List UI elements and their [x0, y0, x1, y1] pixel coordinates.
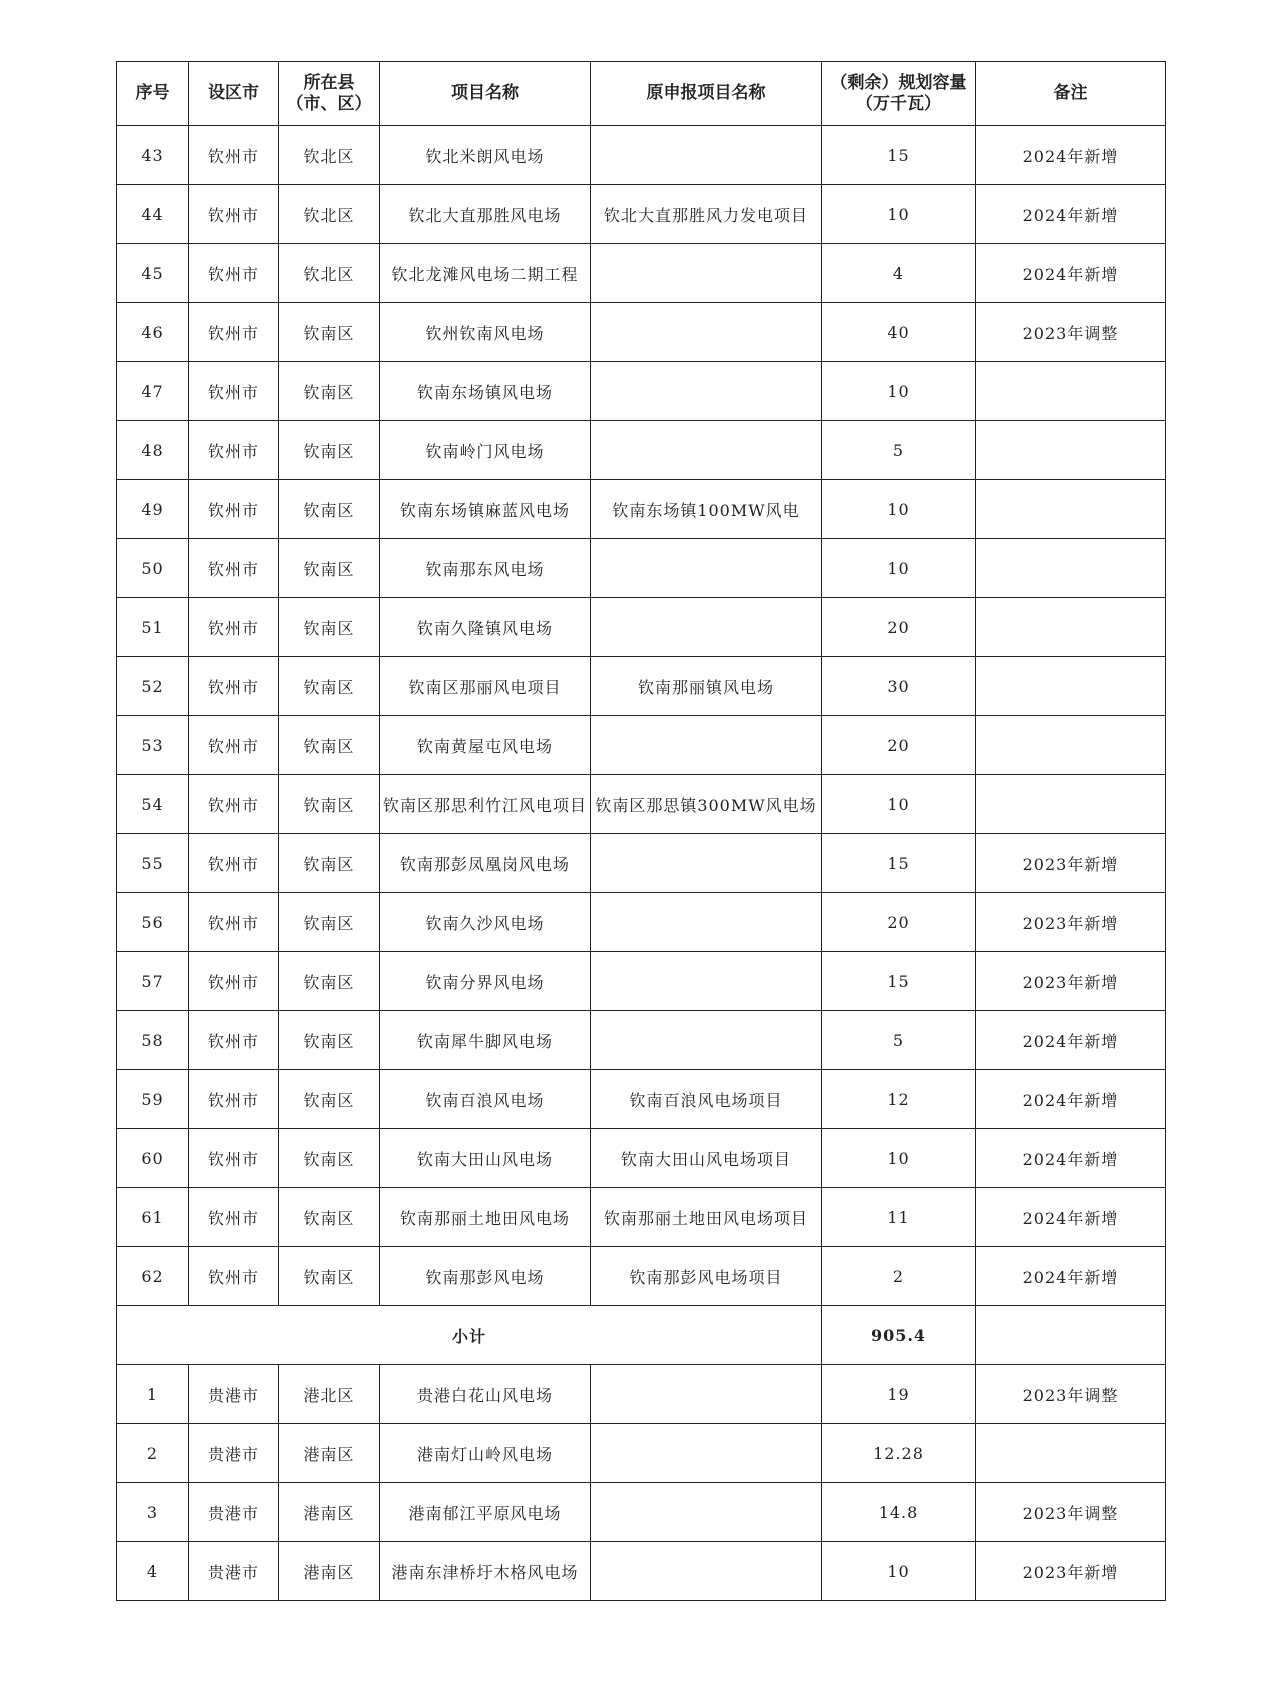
cell-seq: 55: [117, 834, 189, 893]
cell-capacity: 40: [822, 303, 976, 362]
table-row: [117, 1070, 1166, 1129]
cell-original: [591, 362, 822, 421]
cell-county: 钦南区: [279, 775, 380, 834]
cell-city: 钦州市: [189, 185, 279, 244]
cell-original: [591, 244, 822, 303]
cell-project: 钦南分界风电场: [380, 952, 591, 1011]
cell-project: 钦南大田山风电场: [380, 1129, 591, 1188]
cell-city: 钦州市: [189, 1070, 279, 1129]
cell-city: 钦州市: [189, 834, 279, 893]
cell-city: 钦州市: [189, 303, 279, 362]
header-original: 原申报项目名称: [591, 62, 822, 126]
cell-county: 钦南区: [279, 834, 380, 893]
cell-note: [976, 539, 1166, 598]
cell-county: 钦南区: [279, 952, 380, 1011]
cell-note: [976, 598, 1166, 657]
header-note: 备注: [976, 62, 1166, 126]
cell-project: 钦南岭门风电场: [380, 421, 591, 480]
cell-original: 钦南大田山风电场项目: [591, 1129, 822, 1188]
cell-note: [976, 362, 1166, 421]
cell-project: 钦南那丽土地田风电场: [380, 1188, 591, 1247]
cell-note: 2024年新增: [976, 1011, 1166, 1070]
cell-city: 钦州市: [189, 952, 279, 1011]
table-row: [117, 834, 1166, 893]
cell-county: 港南区: [279, 1424, 380, 1483]
cell-capacity: 5: [822, 1011, 976, 1070]
cell-seq: 62: [117, 1247, 189, 1306]
header-seq: 序号: [117, 62, 189, 126]
cell-city: 钦州市: [189, 539, 279, 598]
table-row: [117, 952, 1166, 1011]
cell-city: 钦州市: [189, 1188, 279, 1247]
cell-county: 钦南区: [279, 657, 380, 716]
cell-note: 2023年新增: [976, 952, 1166, 1011]
header-capacity-line2: （万千瓦）: [856, 93, 941, 114]
cell-capacity: 15: [822, 126, 976, 185]
cell-county: 钦南区: [279, 1188, 380, 1247]
cell-capacity: 15: [822, 834, 976, 893]
cell-capacity: 10: [822, 185, 976, 244]
cell-seq: 3: [117, 1483, 189, 1542]
cell-county: 钦北区: [279, 126, 380, 185]
cell-original: [591, 1365, 822, 1424]
cell-seq: 53: [117, 716, 189, 775]
cell-note: 2023年新增: [976, 893, 1166, 952]
cell-project: 港南灯山岭风电场: [380, 1424, 591, 1483]
cell-seq: 56: [117, 893, 189, 952]
cell-seq: 51: [117, 598, 189, 657]
cell-county: 港南区: [279, 1483, 380, 1542]
cell-county: 钦南区: [279, 1011, 380, 1070]
cell-original: [591, 834, 822, 893]
cell-seq: 61: [117, 1188, 189, 1247]
cell-original: 钦南东场镇100MW风电: [591, 480, 822, 539]
cell-project: 贵港白花山风电场: [380, 1365, 591, 1424]
cell-seq: 57: [117, 952, 189, 1011]
subtotal-label: 小计: [117, 1306, 822, 1365]
cell-note: 2024年新增: [976, 185, 1166, 244]
cell-note: [976, 1424, 1166, 1483]
table-row: [117, 185, 1166, 244]
cell-note: 2024年新增: [976, 1070, 1166, 1129]
cell-original: [591, 1542, 822, 1601]
subtotal-note: [976, 1306, 1166, 1365]
cell-city: 贵港市: [189, 1424, 279, 1483]
cell-original: [591, 303, 822, 362]
header-capacity: [822, 62, 976, 126]
cell-seq: 52: [117, 657, 189, 716]
table-row: [117, 1424, 1166, 1483]
cell-capacity: 19: [822, 1365, 976, 1424]
header-project: 项目名称: [380, 62, 591, 126]
cell-seq: 2: [117, 1424, 189, 1483]
table-row: [117, 598, 1166, 657]
cell-county: 钦南区: [279, 598, 380, 657]
cell-note: 2023年调整: [976, 1365, 1166, 1424]
cell-city: 钦州市: [189, 893, 279, 952]
cell-note: 2023年调整: [976, 303, 1166, 362]
cell-seq: 44: [117, 185, 189, 244]
cell-capacity: 20: [822, 716, 976, 775]
cell-city: 钦州市: [189, 716, 279, 775]
cell-county: 钦南区: [279, 1129, 380, 1188]
subtotal-row: [117, 1306, 1166, 1365]
cell-project: 钦南黄屋屯风电场: [380, 716, 591, 775]
table-row: [117, 1247, 1166, 1306]
cell-county: 钦北区: [279, 244, 380, 303]
cell-project: 钦州钦南风电场: [380, 303, 591, 362]
cell-original: [591, 893, 822, 952]
cell-city: 钦州市: [189, 598, 279, 657]
cell-capacity: 15: [822, 952, 976, 1011]
table-row: [117, 1129, 1166, 1188]
header-county-line1: 所在县: [303, 73, 355, 94]
table-row: [117, 716, 1166, 775]
cell-project: 钦南久隆镇风电场: [380, 598, 591, 657]
cell-original: [591, 716, 822, 775]
cell-capacity: 10: [822, 539, 976, 598]
subtotal-value: 905.4: [822, 1306, 976, 1365]
cell-project: 钦南区那丽风电项目: [380, 657, 591, 716]
cell-original: 钦南那丽土地田风电场项目: [591, 1188, 822, 1247]
cell-county: 钦南区: [279, 893, 380, 952]
cell-note: 2024年新增: [976, 244, 1166, 303]
cell-county: 港北区: [279, 1365, 380, 1424]
cell-project: 钦南东场镇麻蓝风电场: [380, 480, 591, 539]
cell-seq: 48: [117, 421, 189, 480]
cell-project: 钦北龙滩风电场二期工程: [380, 244, 591, 303]
table-row: [117, 539, 1166, 598]
cell-capacity: 11: [822, 1188, 976, 1247]
cell-original: 钦南百浪风电场项目: [591, 1070, 822, 1129]
table-row: [117, 362, 1166, 421]
cell-county: 钦北区: [279, 185, 380, 244]
cell-original: 钦南区那思镇300MW风电场: [591, 775, 822, 834]
cell-county: 钦南区: [279, 1070, 380, 1129]
cell-county: 钦南区: [279, 480, 380, 539]
cell-seq: 49: [117, 480, 189, 539]
cell-project: 钦南那东风电场: [380, 539, 591, 598]
table-row: [117, 657, 1166, 716]
cell-capacity: 12.28: [822, 1424, 976, 1483]
header-row: [117, 62, 1166, 126]
cell-seq: 46: [117, 303, 189, 362]
cell-seq: 43: [117, 126, 189, 185]
cell-note: 2023年调整: [976, 1483, 1166, 1542]
cell-city: 钦州市: [189, 1129, 279, 1188]
table-row: [117, 303, 1166, 362]
cell-county: 钦南区: [279, 303, 380, 362]
header-county-line2: （市、区）: [286, 93, 372, 114]
cell-original: [591, 1483, 822, 1542]
cell-capacity: 30: [822, 657, 976, 716]
cell-note: [976, 480, 1166, 539]
table-row: [117, 893, 1166, 952]
cell-seq: 45: [117, 244, 189, 303]
cell-county: 钦南区: [279, 1247, 380, 1306]
cell-city: 钦州市: [189, 657, 279, 716]
cell-capacity: 5: [822, 421, 976, 480]
cell-note: [976, 716, 1166, 775]
guigang-rows: [117, 1365, 1166, 1601]
cell-original: 钦北大直那胜风力发电项目: [591, 185, 822, 244]
cell-seq: 58: [117, 1011, 189, 1070]
cell-seq: 54: [117, 775, 189, 834]
cell-note: 2024年新增: [976, 1188, 1166, 1247]
cell-capacity: 14.8: [822, 1483, 976, 1542]
cell-project: 钦南百浪风电场: [380, 1070, 591, 1129]
header-county: [279, 62, 380, 126]
cell-seq: 60: [117, 1129, 189, 1188]
cell-project: 钦南区那思利竹江风电项目: [380, 775, 591, 834]
cell-original: [591, 1424, 822, 1483]
cell-note: [976, 421, 1166, 480]
cell-project: 钦北大直那胜风电场: [380, 185, 591, 244]
cell-city: 钦州市: [189, 1247, 279, 1306]
table-row: [117, 126, 1166, 185]
cell-note: 2024年新增: [976, 1247, 1166, 1306]
cell-county: 港南区: [279, 1542, 380, 1601]
cell-city: 贵港市: [189, 1483, 279, 1542]
cell-capacity: 10: [822, 480, 976, 539]
cell-original: [591, 952, 822, 1011]
cell-project: 钦北米朗风电场: [380, 126, 591, 185]
cell-capacity: 10: [822, 1542, 976, 1601]
cell-capacity: 2: [822, 1247, 976, 1306]
cell-note: 2024年新增: [976, 1129, 1166, 1188]
header-capacity-line1: （剩余）规划容量: [830, 73, 967, 94]
cell-project: 港南郁江平原风电场: [380, 1483, 591, 1542]
cell-note: 2023年新增: [976, 834, 1166, 893]
cell-note: [976, 775, 1166, 834]
cell-capacity: 10: [822, 1129, 976, 1188]
cell-note: [976, 657, 1166, 716]
cell-city: 钦州市: [189, 362, 279, 421]
cell-original: [591, 598, 822, 657]
table-row: [117, 1011, 1166, 1070]
cell-project: 港南东津桥圩木格风电场: [380, 1542, 591, 1601]
cell-city: 钦州市: [189, 244, 279, 303]
cell-project: 钦南久沙风电场: [380, 893, 591, 952]
cell-project: 钦南东场镇风电场: [380, 362, 591, 421]
cell-city: 钦州市: [189, 1011, 279, 1070]
project-table: [116, 61, 1166, 1601]
cell-project: 钦南犀牛脚风电场: [380, 1011, 591, 1070]
qinzhou-rows: [117, 126, 1166, 1306]
cell-capacity: 10: [822, 362, 976, 421]
cell-original: [591, 539, 822, 598]
cell-county: 钦南区: [279, 716, 380, 775]
cell-county: 钦南区: [279, 362, 380, 421]
cell-original: [591, 421, 822, 480]
cell-county: 钦南区: [279, 421, 380, 480]
cell-city: 钦州市: [189, 126, 279, 185]
table-row: [117, 480, 1166, 539]
cell-capacity: 20: [822, 893, 976, 952]
cell-county: 钦南区: [279, 539, 380, 598]
table-row: [117, 1188, 1166, 1247]
cell-seq: 59: [117, 1070, 189, 1129]
cell-city: 钦州市: [189, 775, 279, 834]
cell-capacity: 20: [822, 598, 976, 657]
cell-original: 钦南那彭风电场项目: [591, 1247, 822, 1306]
table-row: [117, 1365, 1166, 1424]
cell-note: 2024年新增: [976, 126, 1166, 185]
cell-capacity: 12: [822, 1070, 976, 1129]
cell-city: 贵港市: [189, 1365, 279, 1424]
cell-project: 钦南那彭风电场: [380, 1247, 591, 1306]
table-row: [117, 244, 1166, 303]
cell-city: 钦州市: [189, 480, 279, 539]
cell-city: 钦州市: [189, 421, 279, 480]
table-row: [117, 1542, 1166, 1601]
cell-seq: 1: [117, 1365, 189, 1424]
cell-seq: 50: [117, 539, 189, 598]
cell-capacity: 10: [822, 775, 976, 834]
cell-city: 贵港市: [189, 1542, 279, 1601]
cell-seq: 47: [117, 362, 189, 421]
cell-original: [591, 1011, 822, 1070]
table-row: [117, 1483, 1166, 1542]
cell-capacity: 4: [822, 244, 976, 303]
cell-original: 钦南那丽镇风电场: [591, 657, 822, 716]
cell-note: 2023年新增: [976, 1542, 1166, 1601]
cell-seq: 4: [117, 1542, 189, 1601]
subtotal-section: [117, 1306, 1166, 1365]
table-row: [117, 421, 1166, 480]
table-row: [117, 775, 1166, 834]
header-city: 设区市: [189, 62, 279, 126]
cell-original: [591, 126, 822, 185]
cell-project: 钦南那彭凤凰岗风电场: [380, 834, 591, 893]
